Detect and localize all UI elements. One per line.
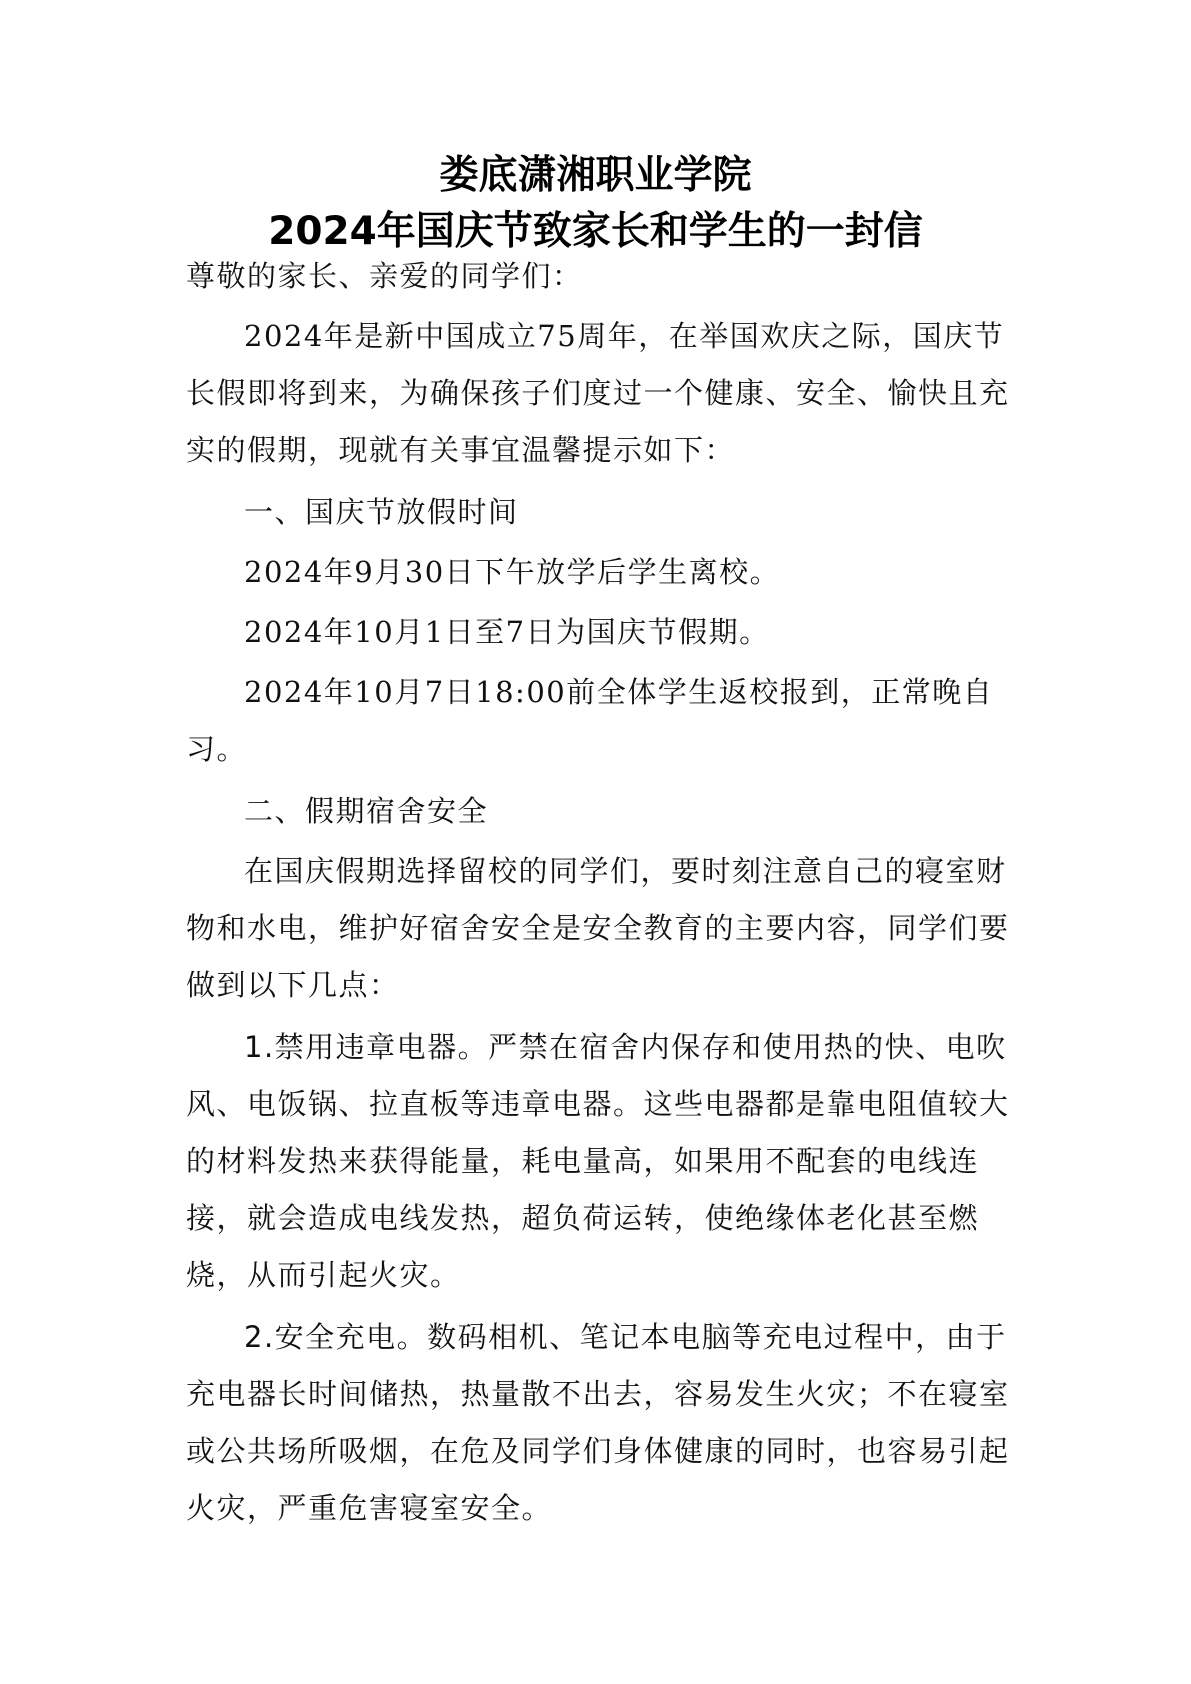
- section-heading-dorm-safety: 二、假期宿舍安全: [244, 794, 489, 828]
- document-title-school: 娄底潇湘职业学院: [439, 153, 752, 198]
- dorm-safety-item-2-text: 数码相机、笔记本电脑等充电过程中，由于充电器长时间储热，热量散不出去，容易发生火灾；不在寝室或公共场所吸烟，在危及同学们身体健康的同时，也容易引起火灾，严重危害寝室安全。: [186, 1320, 1010, 1525]
- dorm-safety-item-1-text: 严禁在宿舍内保存和使用热的快、电吹风、电饭锅、拉直板等违章电器。这些电器都是靠电阻值较大的材料发热来获得能量，耗电量高，如果用不配套的电线连接，就会造成电线发热，超负荷运转，使绝缘体老化甚至燃烧，从而引起火灾。: [186, 1030, 1010, 1292]
- section-heading-holiday-time: 一、国庆节放假时间: [244, 495, 519, 529]
- holiday-time-line-1: 2024年9月30日下午放学后学生离校。: [244, 555, 781, 589]
- intro-paragraph: 2024年是新中国成立75周年，在举国欢庆之际，国庆节长假即将到来，为确保孩子们度过一个健康、安全、愉快且充实的假期，现就有关事宜温馨提示如下：: [186, 319, 1010, 467]
- letter-body: [186, 248, 1018, 1537]
- holiday-time-line-2: 2024年10月1日至7日为国庆节假期。: [244, 615, 770, 649]
- dorm-safety-item-2-lead: 2.安全充电。: [244, 1320, 428, 1354]
- dorm-safety-intro: 在国庆假期选择留校的同学们，要时刻注意自己的寝室财物和水电，维护好宿舍安全是安全教育的主要内容，同学们要做到以下几点：: [186, 854, 1010, 1002]
- salutation: 尊敬的家长、亲爱的同学们：: [186, 259, 583, 293]
- dorm-safety-item-2: [186, 1309, 1018, 1537]
- dorm-safety-item-1-lead: 1.禁用违章电器。: [244, 1030, 489, 1064]
- holiday-time-line-3: 2024年10月7日18:00前全体学生返校报到，正常晚自习。: [186, 675, 994, 766]
- dorm-safety-item-1: [186, 1019, 1018, 1304]
- document-title-letter: 2024年国庆节致家长和学生的一封信: [268, 209, 923, 254]
